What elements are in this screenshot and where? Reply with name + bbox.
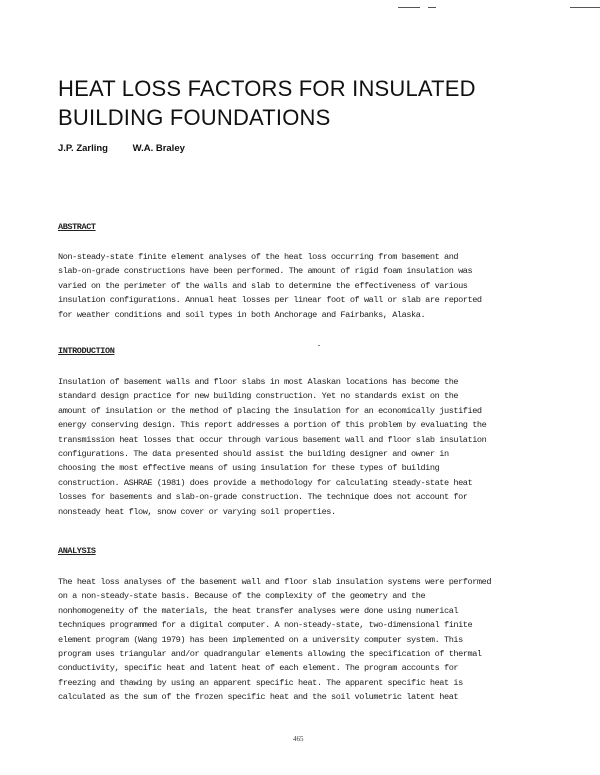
text-line: insulation configurations. Annual heat losses per linear foot of wall or slab are reported: [58, 295, 482, 306]
text-line: nonsteady heat flow, snow cover or varying soil properties.: [58, 506, 336, 517]
text-line: standard design practice for new building construction. Yet no standards exist on the: [58, 391, 459, 402]
page-number: 465: [293, 735, 304, 743]
abstract-heading: ABSTRACT: [58, 222, 96, 232]
introduction-heading: INTRODUCTION: [58, 346, 115, 356]
top-edge-rule: [398, 7, 420, 8]
text-line: The heat loss analyses of the basement wall and floor slab insulation systems were performed: [58, 577, 492, 587]
title-line: HEAT LOSS FACTORS FOR INSULATED: [58, 76, 476, 101]
text-line: energy conserving design. This report addresses a portion of this problem by evaluating the: [58, 420, 487, 431]
text-line: nonhomogeneity of the materials, the heat transfer analyses were done using numerical: [58, 605, 459, 616]
text-line: conductivity, specific heat and latent heat of each element. The program accounts for: [58, 663, 459, 674]
analysis-paragraph: [58, 575, 538, 705]
text-line: transmission heat losses that occur through various basement wall and floor slab insulation: [58, 434, 487, 445]
introduction-paragraph: [58, 375, 538, 519]
text-line: losses for basements and slab-on-grade construction. The technique does not account for: [58, 492, 468, 503]
text-line: calculated as the sum of the frozen specific heat and the soil volumetric latent heat: [58, 692, 459, 703]
text-line: Non-steady-state finite element analyses of the heat loss occurring from basement and: [58, 252, 459, 262]
text-line: on a non-steady-state basis. Because of the complexity of the geometry and the: [58, 591, 426, 602]
top-edge-rule: [570, 7, 600, 8]
text-line: freezing and thawing by using an apparent specific heat. The apparent specific heat is: [58, 677, 463, 688]
paper-title: [58, 74, 558, 132]
abstract-paragraph: [58, 250, 538, 322]
text-line: techniques programmed for a digital computer. A non-steady-state, two-dimensional finite: [58, 620, 473, 631]
title-line: BUILDING FOUNDATIONS: [58, 105, 331, 130]
analysis-heading: ANALYSIS: [58, 546, 96, 556]
author-name: J.P. Zarling: [58, 143, 108, 154]
text-line: varied on the perimeter of the walls and slab to determine the effectiveness of various: [58, 280, 468, 291]
text-line: configurations. The data presented should assist the building designer and owner in: [58, 449, 449, 460]
author-name: W.A. Braley: [132, 143, 185, 154]
scan-speck: [318, 345, 320, 346]
author-list: [58, 143, 207, 154]
top-edge-rule: [428, 7, 436, 8]
text-line: amount of insulation or the method of placing the insulation for an economically justified: [58, 405, 482, 416]
text-line: program uses triangular and/or quadrangular elements allowing the specification of thermal: [58, 649, 482, 660]
text-line: construction. ASHRAE (1981) does provide a methodology for calculating steady-state heat: [58, 477, 473, 488]
text-line: slab-on-grade constructions have been performed. The amount of rigid foam insulation was: [58, 266, 473, 277]
text-line: element program (Wang 1979) has been implemented on a university computer system. This: [58, 634, 463, 645]
text-line: Insulation of basement walls and floor slabs in most Alaskan locations has become the: [58, 377, 459, 387]
text-line: choosing the most effective means of using insulation for these types of building: [58, 463, 440, 474]
text-line: for weather conditions and soil types in both Anchorage and Fairbanks, Alaska.: [58, 309, 426, 320]
